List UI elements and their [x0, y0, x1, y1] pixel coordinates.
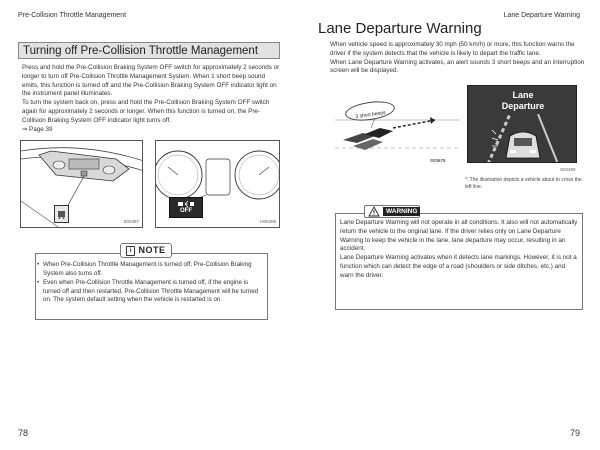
figure-code: S02387 — [123, 219, 139, 224]
warning-text — [340, 219, 580, 281]
left-body-text — [22, 64, 280, 134]
paragraph: When Lane Departure Warning activates, an alert sounds 3 short beeps and an interruption screen will be displayed. — [330, 58, 585, 75]
main-title: Lane Departure Warning — [318, 20, 482, 37]
note-label: NOTE — [138, 245, 166, 255]
figure-code: H00305 — [260, 219, 276, 224]
section-title: Turning off Pre-Collision Throttle Management — [18, 42, 280, 59]
paragraph: Lane Departure Warning activates when it detects lane markings. However, it is not a function which can detect the edge of a road (shoulders or side ditches, etc.) and warn the driver. — [340, 254, 577, 279]
beeps-label: 3 short beeps — [355, 109, 386, 121]
page-number-right: 79 — [569, 428, 580, 438]
paragraph: Lane Departure Warning will not operate in all conditions. It also will not automatically return the vehicle to the original lane. If the driver relies only on Lane Departure Warning to keep the vehicle in the lane, lane departure may occur, resulting in an accident. — [340, 219, 578, 253]
overhead-console-figure — [20, 140, 143, 228]
pre-collision-off-icon — [176, 200, 196, 208]
indicator-off-label: OFF — [180, 208, 192, 214]
car-switch-icon — [55, 206, 68, 222]
overhead-console-illustration — [21, 141, 143, 228]
page-number-left: 78 — [18, 428, 29, 438]
note-tab — [120, 243, 172, 258]
note-item: • Even when Pre-Collision Throttle Management is turned off, if the engine is turned off and then restarted, Pre-Collision Throttle Management will be turned on. The system default setting when the vehicle is restarted is on. — [37, 279, 265, 305]
display-line-1: Lane — [512, 90, 534, 100]
car-front-view-icon — [468, 114, 577, 163]
note-item: • When Pre-Collision Throttle Management is turned off, Pre-Collision Braking System also turns off. — [37, 261, 265, 278]
page-header-right: Lane Departure Warning — [503, 12, 580, 19]
page-reference: ⇒ Page 39 — [22, 125, 53, 133]
figure-code: S03678 — [430, 158, 446, 163]
warning-label: WARNING — [383, 207, 420, 216]
warning-triangle-icon — [368, 206, 380, 217]
page-header-left: Pre-Collision Throttle Management — [18, 12, 127, 19]
paragraph: To turn the system back on, press and hold the Pre-Collision Braking System OFF switch again for approximately 2 seconds or longer. When this function is turned on, the Pre-Collision Braking System OFF indicator light turns off. — [22, 99, 270, 124]
indicator-callout — [169, 197, 203, 218]
figure-code: S02490 — [560, 167, 576, 172]
paragraph: When vehicle speed is approximately 30 mph (50 km/h) or more, this function warns the driver if the system detects that the vehicle is likely to depart the traffic lane. — [330, 41, 575, 57]
right-body-text — [330, 41, 585, 76]
paragraph: Press and hold the Pre-Collision Braking System OFF switch for approximately 2 seconds or longer to turn off Pre-Collision Throttle Management System. When 1 short beep sound emits, this function is turned off and the Pre-Collision Braking System OFF indicator light on the instrument panel illuminates. — [22, 64, 280, 98]
warning-tab — [364, 205, 420, 218]
switch-callout — [54, 205, 69, 223]
note-list — [37, 261, 265, 306]
instrument-cluster-figure — [155, 140, 280, 228]
figure-caption: *: The illustration depicts a vehicle about to cross the left line. — [465, 177, 582, 190]
lane-departure-display — [467, 85, 577, 163]
lane-departure-illustration — [335, 100, 460, 172]
note-icon: i — [126, 246, 135, 256]
display-line-2: Departure — [501, 101, 545, 111]
